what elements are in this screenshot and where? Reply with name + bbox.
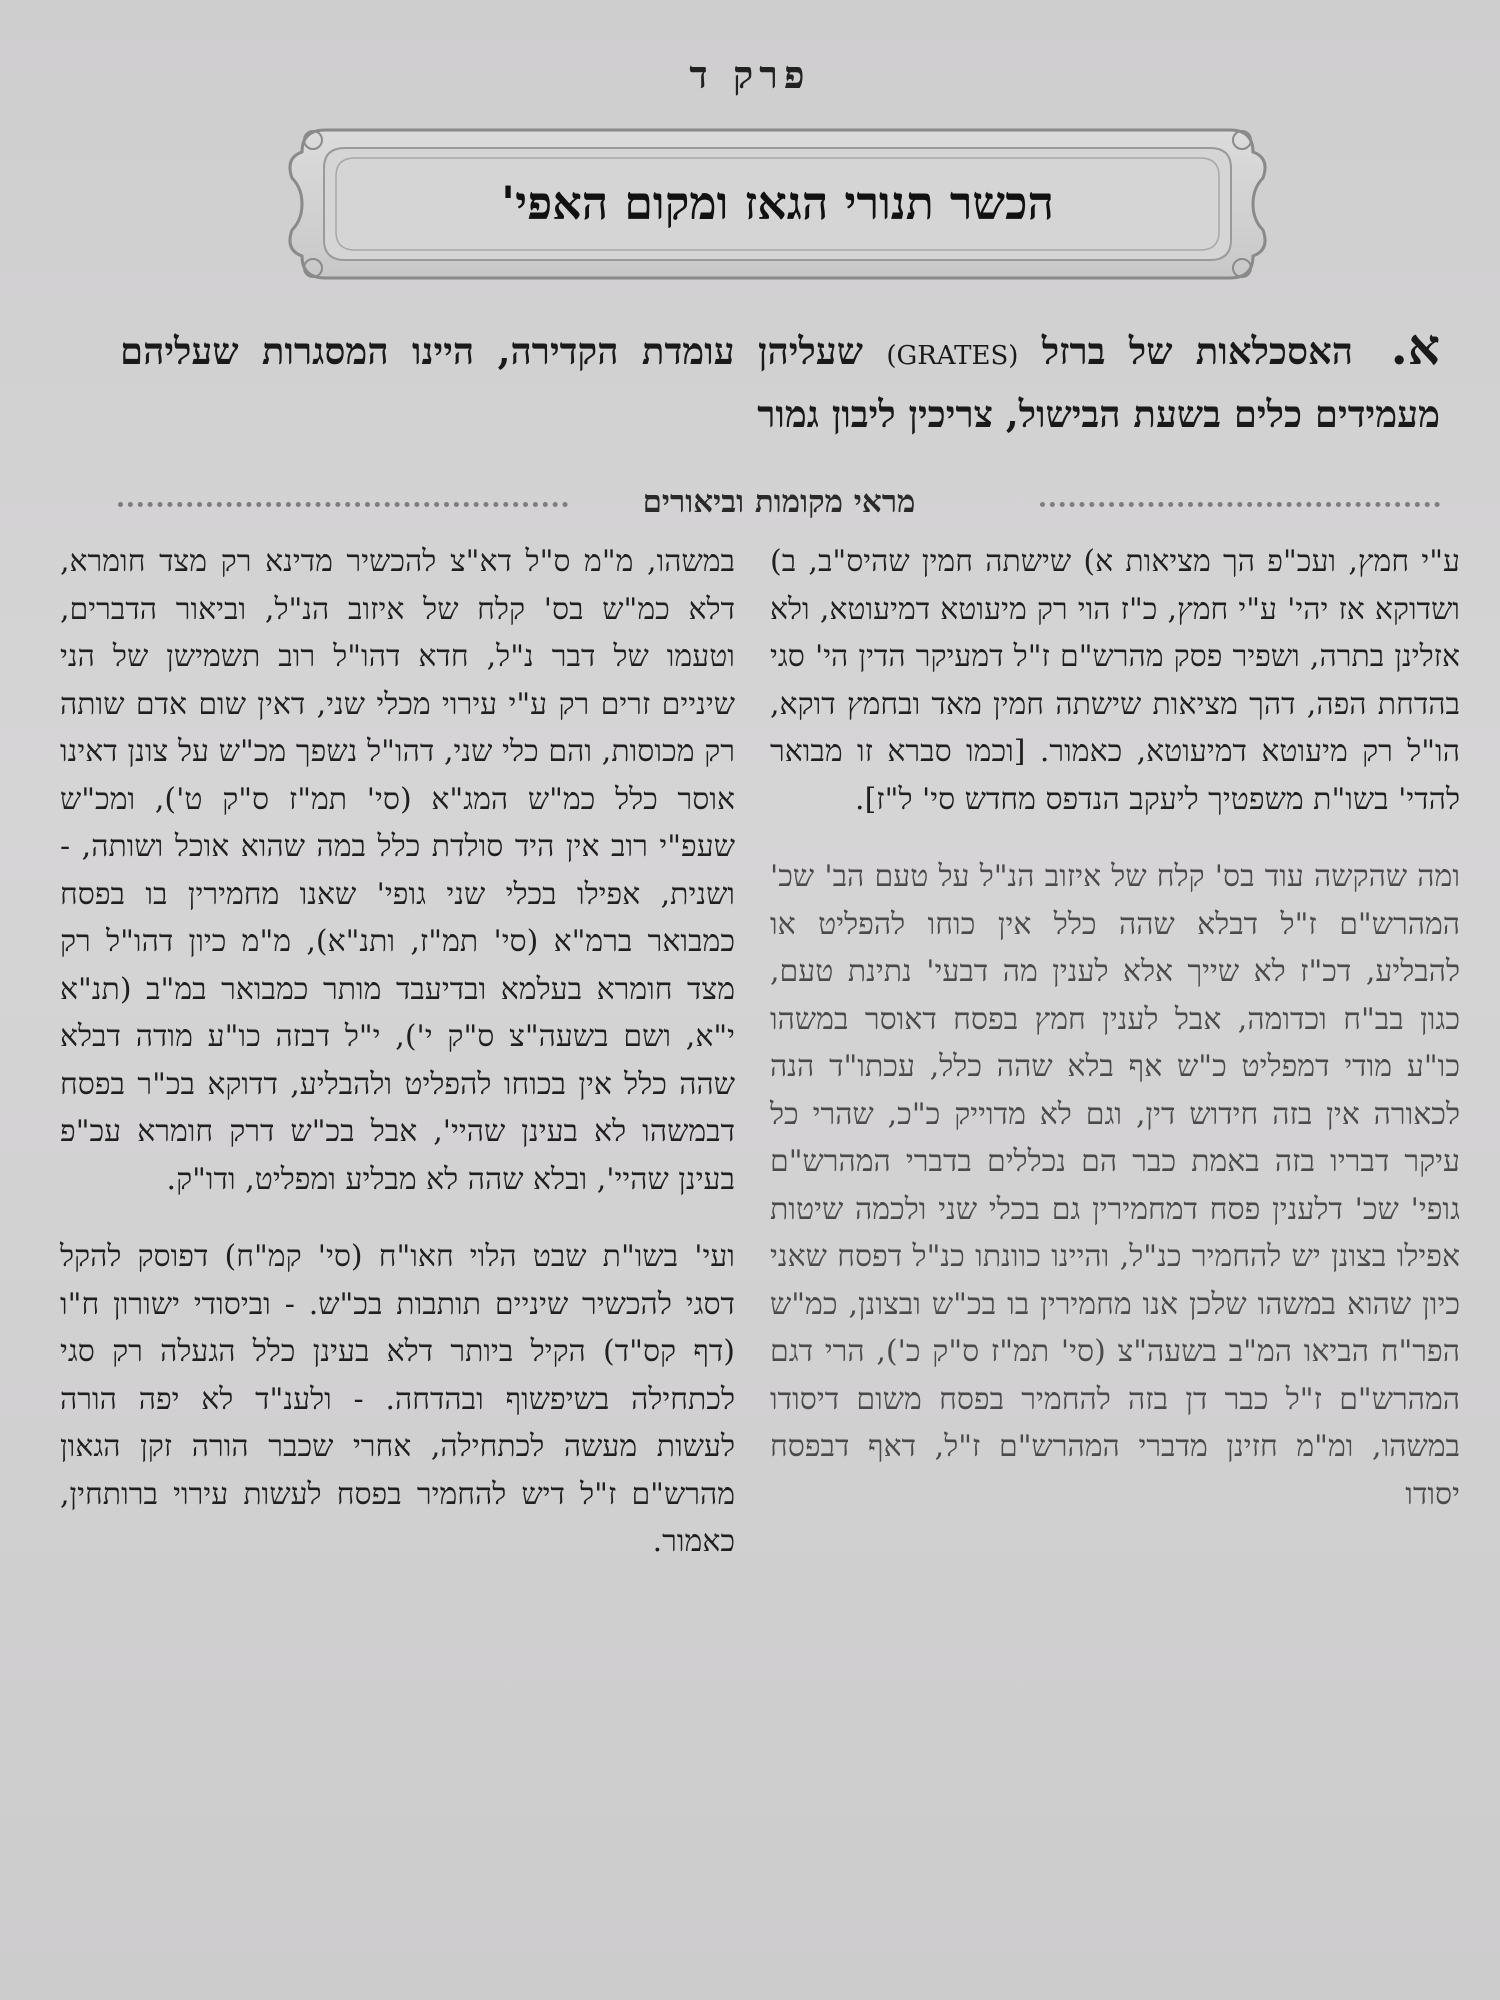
left-column	[60, 538, 735, 1596]
chapter-title: הכשר תנורי הגאז ומקום האפי'	[501, 176, 1054, 230]
paragraph: ע"י חמץ, ועכ"פ הך מציאות א) שישתה חמין שהיס"ב, ב) ושדוקא אז יהי' ע"י חמץ, כ"ז הוי רק מיעוטא דמיעוטא, ולא אזלינן בתרה, ושפיר פסק מהרש"ם ז"ל דמעיקר הדין הי' סגי בהדחת הפה, דהך מציאות שישתה חמין מאד ובחמץ דוקא, הו"ל רק מיעוטא דמיעוטא, כאמור. [וכמו סברא זו מבואר להדי' בשו"ת משפטיך ליעקב הנדפס מחדש סי' ל"ז].	[770, 544, 1460, 817]
section-label: מראי מקומות וביאורים	[642, 484, 916, 520]
paragraph: ועי' בשו"ת שבט הלוי חאו"ח (סי' קמ"ח) דפוסק להקל דסגי להכשיר שיניים תותבות בכ"ש. - וביסודי ישורון ח"ו (דף קס"ד) הקיל ביותר דלא בעינן כלל הגעלה רק סגי לכתחילה בשיפשוף ובהדחה. - ולענ"ד לא יפה הורה לעשות מעשה לכתחילה, אחרי שכבר הורה זקן הגאון מהרש"ם ז"ל דיש להחמיר בפסח לעשות עירוי ברותחין, כאמור.	[60, 1239, 735, 1559]
chapter-heading: פרק ד	[689, 52, 811, 97]
right-column	[770, 538, 1460, 1548]
lead-text-rest: שעליהן עומדת הקדירה, היינו המסגרות שעליהם מעמידים כלים בשעת הבישול, צריכין ליבון גמור	[120, 329, 1440, 436]
lead-text-start: האסכלאות של ברזל	[1041, 329, 1354, 373]
lead-paragraph	[120, 318, 1440, 443]
dotted-rule-left	[118, 502, 568, 507]
paragraph: במשהו, מ"מ ס"ל דא"צ להכשיר מדינא רק מצד חומרא, דלא כמ"ש בס' קלח של איזוב הנ"ל, וביאור הדברים, וטעמו של דבר נ"ל, חדא דהו"ל רוב תשמישן של הני שיניים זרים רק ע"י עירוי מכלי שני, דאין שום אדם שותה רק מכוסות, והם כלי שני, דהו"ל נשפך מכ"ש על צונן דאינו אוסר כלל כמ"ש המג"א (סי' תמ"ז ס"ק ט'), ומכ"ש שעפ"י רוב אין היד סולדת כלל במה שהוא אוכל ושותה, - ושנית, אפילו בכלי שני גופי' שאנו מחמירין בו בפסח כמבואר ברמ"א (סי' תמ"ז, ותנ"א), מ"מ כיון דהו"ל רק מצד חומרא בעלמא ובדיעבד מותר כמבואר במ"ב (תנ"א י"א, ושם בשעה"צ ס"ק י'), י"ל דבזה כו"ע מודה דבלא שהה כלל אין בכוחו להפליט ולהבליע, דדוקא בכ"ר בפסח דבמשהו לא בעינן שהיי', אבל בכ"ש דרק חומרא עכ"פ בעינן שהיי', ובלא שהה לא מבליע ומפליט, ודו"ק.	[60, 544, 735, 1197]
paragraph: ומה שהקשה עוד בס' קלח של איזוב הנ"ל על טעם הב' שכ' המהרש"ם ז"ל דבלא שהה כלל אין כוחו להפליט או להבליע, דכ"ז לא שייך אלא לענין מה דבעי' נתינת טעם, כגון בב"ח וכדומה, אבל לענין חמץ בפסח דאוסר במשהו כו"ע מודי דמפליט כ"ש אף בלא שהה כלל, עכתו"ד הנה לכאורה אין בזה חידוש דין, וגם לא מדוייק כ"כ, שהרי כל עיקר דבריו בזה באמת כבר הם נכללים בדברי המהרש"ם גופי' שכ' דלענין פסח דמחמירין גם בכלי שני ולכמה שיטות אפילו בצונן יש להחמיר כנ"ל, והיינו כוונתו כנ"ל דפסח שאני כיון שהוא במשהו שלכן אנו מחמירין בו בכ"ש ובצונן, כמ"ש הפר"ח הביאו המ"ב בשעה"צ (סי' תמ"ז ס"ק כ'), הרי דגם המהרש"ם ז"ל כבר דן בזה להחמיר בפסח משום דיסודו במשהו, ומ"מ חזינן מדברי המהרש"ם ז"ל, דאף דבפסח יסודו	[770, 859, 1460, 1512]
title-frame	[285, 118, 1270, 290]
section-separator	[118, 484, 1440, 524]
lead-latin-term: (GRATES)	[886, 341, 1019, 371]
section-letter: א.	[1390, 317, 1441, 376]
